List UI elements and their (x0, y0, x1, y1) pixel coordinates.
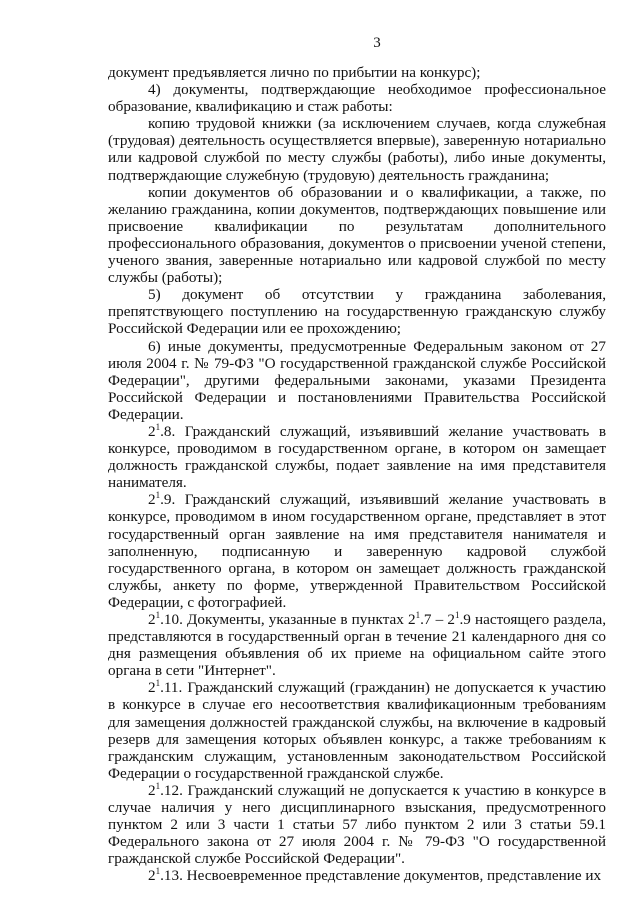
paragraph-p11: $2^1.13$. Несвоевременное представление документов, представление их (148, 866, 602, 885)
paragraph-p6: $2^1.8$. Гражданский служащий, изъявивший желание участвовать в конкурсе, проводимом в государственном органе, в котором он замещает должность гражданской службы, подает заявление на имя представителя нанимателя. (108, 421, 606, 492)
paragraph-p2: копию трудовой книжки (за исключением случаев, когда служебная (трудовая) деятельность осуществляется впервые), заверенную нотариально или кадровой службой по месту службы (работы), либо иные документы, подтверждающие служебную (трудовую) деятельность гражданина; (108, 115, 606, 184)
paragraph-p3: копии документов об образовании и о квалификации, а также, по желанию гражданина, копии документов, подтверждающих повышение или присвоение квалификации по результатам дополнительного профессионального образования, документов о присвоении ученой степени, ученого звания, заверенные нотариально или кадровой службой по месту службы (работы); (108, 183, 606, 287)
document-body (108, 64, 606, 885)
page-number: 3 (373, 35, 381, 51)
paragraph-p9: $2^1.11$. Гражданский служащий (гражданин) не допускается к участию в конкурсе в случае его несоответствия квалификационным требованиям для замещения должностей гражданской службы, на включение в кадровый резерв для замещения которых объявлен конкурс, а также требованиям к гражданским служащим, установленным законодательством Российской Федерации о государственной гражданской службе. (108, 678, 606, 782)
paragraph-p8: $2^1.10$. Документы, указанные в пунктах $2^1.7 - 2^1.9$ настоящего раздела, представляются в государственный орган в течение 21 календарного дня со дня размещения объявления об их приеме на официальном сайте этого органа в сети "Интернет". (108, 609, 606, 680)
paragraph-p5: 6) иные документы, предусмотренные Федеральным законом от 27 июля 2004 г. № 79-ФЗ "О государственной гражданской службе Российской Федерации", другими федеральными законами, указами Президента Российской Федерации и постановлениями Правительства Российской Федерации. (108, 337, 606, 423)
paragraph-p1: 4) документы, подтверждающие необходимое профессиональное образование, квалификацию и стаж работы: (108, 81, 606, 116)
paragraph-p4: 5) документ об отсутствии у гражданина заболевания, препятствующего поступлению на государственную гражданскую службу Российской Федерации или ее прохождению; (108, 286, 606, 338)
paragraph-p10: $2^1.12$. Гражданский служащий не допускается к участию в конкурсе в случае наличия у него дисциплинарного взыскания, предусмотренного пунктом 2 или 3 части 1 статьи 57 либо пунктом 2 или 3 статьи 59.1 Федерального закона от 27 июля 2004 г. № 79-ФЗ "О государственной гражданской службе Российской Федерации". (108, 780, 606, 868)
paragraph-p0: документ предъявляется лично по прибытии на конкурс); (108, 64, 481, 81)
paragraph-p7: $2^1.9$. Гражданский служащий, изъявивший желание участвовать в конкурсе, проводимом в ином государственном органе, представляет в этот государственный орган заявление на имя представителя нанимателя и заполненную, подписанную и заверенную кадровой службой государственного органа, в котором он замещает должность гражданской службы, анкету по форме, утвержденной Правительством Российской Федерации, с фотографией. (108, 490, 606, 611)
